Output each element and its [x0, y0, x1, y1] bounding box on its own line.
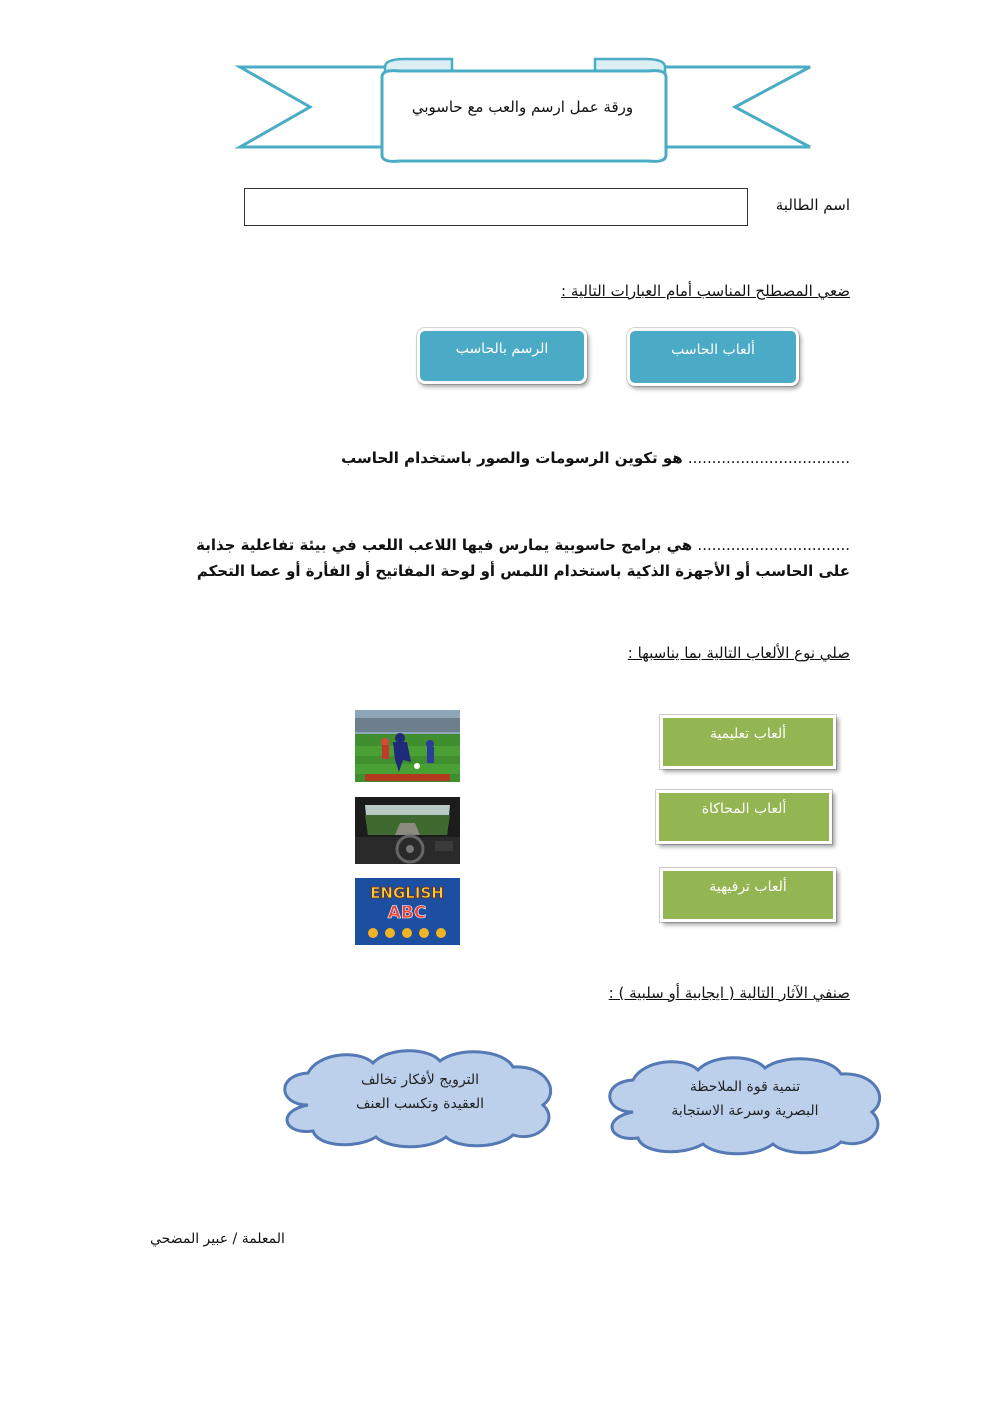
soccer-game-image[interactable]: [355, 710, 460, 782]
negative-effect-text: الترويج لأفكار تخالف العقيدة وتكسب العنف: [355, 1072, 485, 1112]
fill-sentence-1: [190, 445, 850, 471]
term-computer-drawing-button[interactable]: الرسم بالحاسب: [417, 328, 587, 384]
abc-text: ABC: [387, 903, 427, 923]
student-name-label: اسم الطالبة: [775, 196, 850, 214]
positive-effect-text: تنمية قوة الملاحظة البصرية وسرعة الاستجابة: [671, 1079, 819, 1119]
english-abc-game-image[interactable]: [355, 878, 460, 945]
driving-game-image[interactable]: [355, 797, 460, 864]
game-type-simulation[interactable]: ألعاب المحاكاة: [656, 790, 832, 844]
page-title: ورقة عمل ارسم والعب مع حاسوبي: [411, 98, 634, 116]
section-heading-match: صلي نوع الألعاب التالية بما يناسبها :: [627, 644, 850, 662]
answer-blank[interactable]: ..................................: [687, 449, 850, 467]
game-type-entertainment[interactable]: ألعاب ترفيهية: [660, 868, 836, 922]
english-title-text: ENGLISH: [370, 884, 444, 902]
sentence-text: هي برامج حاسوبية يمارس فيها اللاعب اللعب في بيئة تفاعلية جذابة على الحاسب أو الأجهزة الذكية باستخدام اللمس أو لوحة المفاتيح أو الفأرة أو عصا التحكم: [196, 536, 850, 580]
student-name-input[interactable]: [244, 188, 748, 226]
section-heading-terms: ضعي المصطلح المناسب أمام العبارات التالية :: [561, 282, 850, 300]
section-heading-classify: صنفي الآثار التالية ( ايجابية أو سلبية ) :: [608, 984, 850, 1002]
teacher-signature: المعلمة / عبير المضحي: [150, 1231, 285, 1247]
sentence-text: هو تكوين الرسومات والصور باستخدام الحاسب: [341, 449, 683, 467]
term-computer-games-button[interactable]: ألعاب الحاسب: [627, 328, 799, 386]
answer-blank[interactable]: ................................: [697, 536, 850, 554]
game-type-educational[interactable]: ألعاب تعليمية: [660, 715, 836, 769]
fill-sentence-2: [185, 532, 850, 584]
